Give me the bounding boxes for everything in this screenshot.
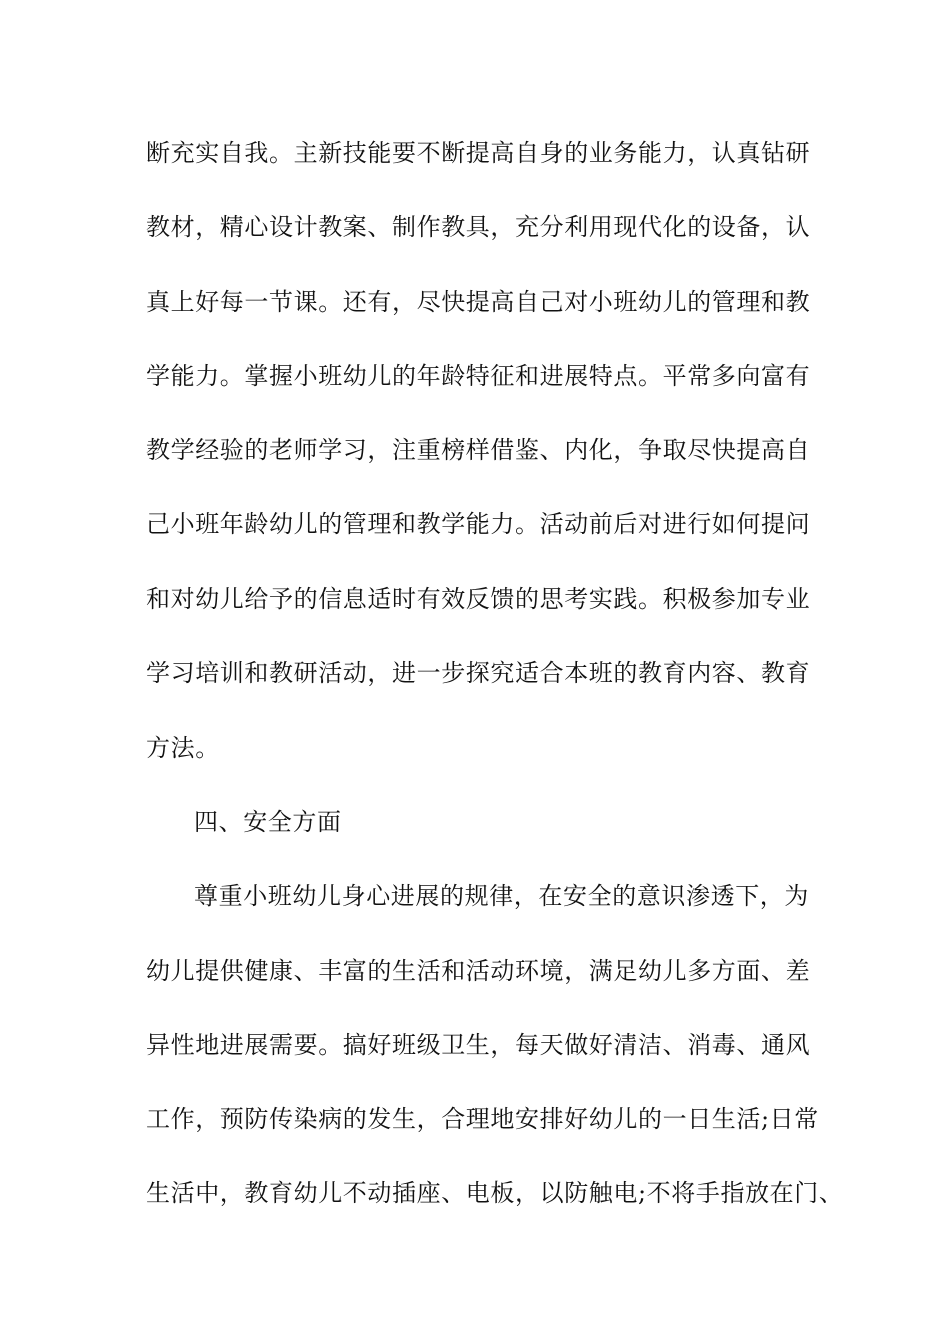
- body-text-line: 幼儿提供健康、丰富的生活和活动环境，满足幼儿多方面、差: [146, 957, 811, 985]
- body-text-line: 工作，预防传染病的发生，合理地安排好幼儿的一日生活;日常: [146, 1105, 819, 1133]
- body-text-line: 生活中，教育幼儿不动插座、电板，以防触电;不将手指放在门、: [146, 1179, 844, 1207]
- body-text-line: 己小班年龄幼儿的管理和教学能力。活动前后对进行如何提问: [146, 510, 811, 538]
- body-text-line: 学习培训和教研活动，进一步探究适合本班的教育内容、教育: [146, 659, 811, 687]
- section-heading: 四、安全方面: [194, 808, 342, 836]
- body-text-line: 真上好每一节课。还有，尽快提高自己对小班幼儿的管理和教: [146, 288, 811, 316]
- body-text-line: 教材，精心设计教案、制作教具，充分利用现代化的设备，认: [146, 213, 811, 241]
- body-text-line: 尊重小班幼儿身心进展的规律，在安全的意识渗透下，为: [194, 882, 809, 910]
- body-text-line: 断充实自我。主新技能要不断提高自身的业务能力，认真钻研: [146, 139, 811, 167]
- body-text-line: 异性地进展需要。搞好班级卫生，每天做好清洁、消毒、通风: [146, 1031, 811, 1059]
- body-text-line: 和对幼儿给予的信息适时有效反馈的思考实践。积极参加专业: [146, 585, 811, 613]
- body-text-line: 学能力。掌握小班幼儿的年龄特征和进展特点。平常多向富有: [146, 362, 811, 390]
- body-text-line: 教学经验的老师学习，注重榜样借鉴、内化，争取尽快提高自: [146, 436, 811, 464]
- body-text-line: 方法。: [146, 734, 220, 762]
